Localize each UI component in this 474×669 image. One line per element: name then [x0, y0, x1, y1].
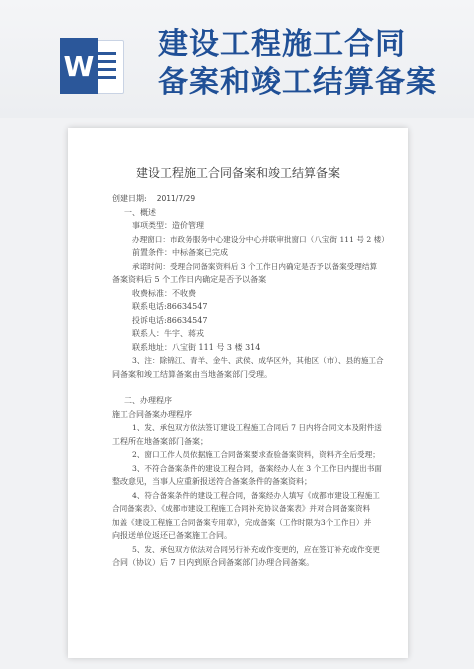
item-contact: 联系人：牛宇、蒋戎	[132, 329, 204, 338]
procedure-step-5-line-2: 合同（协议）后 7 日内到原合同备案部门办理合同备案。	[112, 558, 315, 567]
procedure-step-4-line-3: 加盖《建设工程施工合同备案专用章》，完成备案（工作时限为3个工作日）并	[112, 517, 372, 527]
created-date-row	[112, 192, 382, 206]
document-page	[68, 128, 408, 658]
document-body	[112, 192, 389, 570]
word-icon-letter: W	[60, 38, 98, 94]
procedure-step-1-line-1: 1、发、承包双方依法签订建设工程施工合同后 7 日内将合同文本及附件送	[132, 423, 382, 432]
item-complaint-phone: 投诉电话:86634547	[132, 315, 208, 325]
created-date-label: 创建日期:	[112, 194, 147, 203]
procedure-step-5-line-1: 5、发、承包双方依法对合同另行补充或作变更的，应在签订补充或作变更	[132, 544, 380, 554]
procedure-step-4-line-1: 4、符合备案条件的建设工程合同，备案经办人填写《成都市建设工程施工	[132, 490, 380, 500]
procedure-step-4-line-4: 向报送单位返还已备案施工合同。	[112, 531, 232, 540]
item-promise-line-2: 备案资料后 5 个工作日内确定是否予以备案	[112, 275, 267, 284]
created-date-value: 2011/7/29	[156, 194, 196, 203]
spacer	[112, 381, 382, 394]
banner-title	[158, 26, 468, 102]
procedure-step-4-line-2: 合同备案表》、《成都市建设工程施工合同补充协议备案表》并对合同备案资料	[112, 504, 371, 513]
item-conditions: 前置条件：中标备案已完成	[132, 248, 228, 257]
banner-title-line-2: 备案和竣工结算备案	[158, 65, 437, 100]
header-banner	[0, 0, 474, 118]
item-phone: 联系电话:86634547	[132, 302, 208, 311]
item-note-line-1: 3、注：除锦江、青羊、金牛、武侯、成华区外，其他区（市）、县的施工合	[132, 356, 384, 365]
document-title: 建设工程施工合同备案和竣工结算备案	[135, 166, 340, 180]
section-heading: 一、概述	[124, 207, 156, 217]
procedure-step-3-line-1: 3、不符合备案条件的建设工程合同，备案经办人在 3 个工作日内提出书面	[132, 463, 382, 473]
procedure-step-1-line-2: 工程所在地备案部门备案；	[112, 436, 208, 446]
banner-title-line-1: 建设工程施工合同	[158, 27, 406, 62]
procedure-step-3-line-2: 整改意见，当事人应重新报送符合备案条件的备案资料；	[112, 477, 312, 486]
item-note-line-2: 同备案和竣工结算备案由当地备案部门受理。	[112, 369, 272, 379]
item-fee: 收费标准：不收费	[132, 288, 196, 298]
item-address: 联系地址：八宝街 111 号 3 楼 314	[132, 342, 261, 352]
section-heading: 二、办理程序	[124, 396, 172, 405]
item-window: 办理窗口：市政务服务中心建设分中心并联审批窗口（八宝街 111 号 2 楼）	[132, 234, 389, 244]
word-document-icon	[60, 38, 122, 94]
procedure-title: 施工合同备案办理程序	[112, 409, 192, 419]
procedure-step-2: 2、窗口工作人员依据施工合同备案要求查验备案资料，资料齐全后受理；	[132, 450, 380, 459]
item-type: 事项类型：造价管理	[132, 221, 204, 230]
item-promise-line-1: 承诺时间：受理合同备案资料后 3 个工作日内确定是否予以备案受理结算	[132, 261, 378, 271]
